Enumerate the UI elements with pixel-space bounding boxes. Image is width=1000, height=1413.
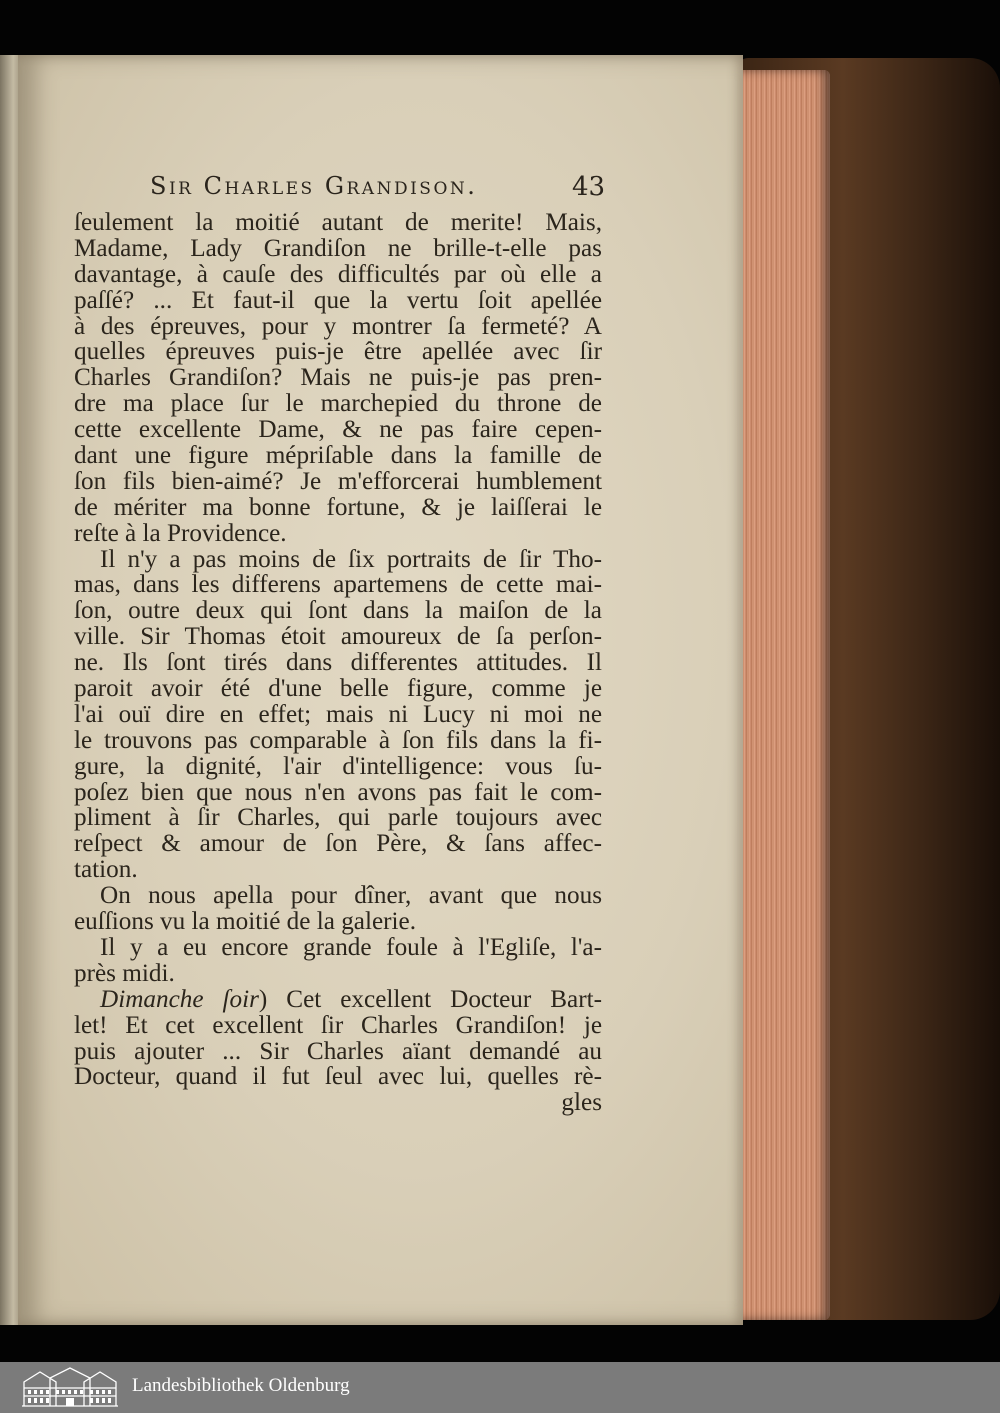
text-line: ſeulement la moitié autant de merite! Mais, [74, 209, 602, 236]
text-line: On nous apella pour dîner, avant que nous [100, 882, 602, 910]
running-head-text: Sir Charles Grandison. [150, 172, 478, 200]
text-line: Il n'y a pas moins de ſix portraits de ſir Tho- [100, 545, 602, 573]
text-line: reſte à la Providence. [74, 519, 287, 547]
text-line: pliment à ſir Charles, qui parle toujours avec [74, 804, 602, 832]
text-line: reſpect & amour de ſon Père, & ſans affec- [74, 830, 602, 858]
text-line: paſſé? ... Et faut-il que la vertu ſoit apellée [74, 286, 602, 314]
text-line: davantage, à cauſe des difficultés par où elle a [74, 260, 602, 288]
text-line: l'ai ouï dire en effet; mais ni Lucy ni moi ne [74, 700, 602, 728]
text-line: gure, la dignité, l'air d'intelligence: vous ſu- [74, 752, 602, 780]
text-line: Madame, Lady Grandiſon ne brille-t-elle pas [74, 234, 602, 262]
text-line: puis ajouter ... Sir Charles aïant demandé au [74, 1037, 602, 1065]
text-line: tation. [74, 856, 138, 884]
text-line: ville. Sir Thomas étoit amoureux de ſa perſon- [74, 623, 602, 651]
text-line: le trouvons pas comparable à ſon fils dans la fi- [74, 726, 602, 754]
text-line: mas, dans les differens apartemens de cette mai- [74, 571, 602, 599]
library-name: Landesbibliothek Oldenburg [132, 1375, 350, 1396]
text-line: Dimanche ſoir) Cet excellent Docteur Bart- [100, 985, 602, 1013]
text-line: let! Et cet excellent ſir Charles Grandiſon! je [74, 1011, 602, 1039]
body-text [74, 210, 602, 1116]
text-line: quelles épreuves puis-je être apellée avec ſir [74, 338, 602, 366]
library-building-icon [20, 1366, 120, 1408]
text-line: ſon fils bien-aimé? Je m'efforcerai humblement [74, 467, 602, 495]
text-line: cette excellente Dame, & ne pas faire cepen- [74, 416, 602, 444]
running-head [150, 172, 610, 206]
text-line: à des épreuves, pour y montrer ſa fermeté? A [74, 312, 602, 340]
page-number: 43 [572, 172, 606, 202]
text-line: près midi. [74, 959, 175, 987]
text-line: Charles Grandiſon? Mais ne puis-je pas pren- [74, 364, 602, 392]
text-line: poſez bien que nous n'en avons pas fait le com- [74, 778, 602, 806]
text-line: gles [561, 1089, 602, 1117]
text-line: euſſions vu la moitié de la galerie. [74, 908, 417, 936]
text-line: Il y a eu encore grande foule à l'Egliſe, l'a- [100, 933, 602, 961]
text-line: Docteur, quand il fut ſeul avec lui, quelles rè- [74, 1063, 602, 1091]
text-line: ſon, outre deux qui ſont dans la maiſon de la [74, 597, 602, 625]
text-line: dant une figure mépriſable dans la famille de [74, 442, 602, 470]
page-edges [738, 70, 830, 1320]
text-line: dre ma place ſur le marchepied du throne de [74, 390, 602, 418]
text-line: paroit avoir été d'une belle figure, comme je [74, 675, 602, 703]
text-line: de mériter ma bonne fortune, & je laiſſerai le [74, 493, 602, 521]
text-line: ne. Ils ſont tirés dans differentes attitudes. Il [74, 649, 602, 677]
